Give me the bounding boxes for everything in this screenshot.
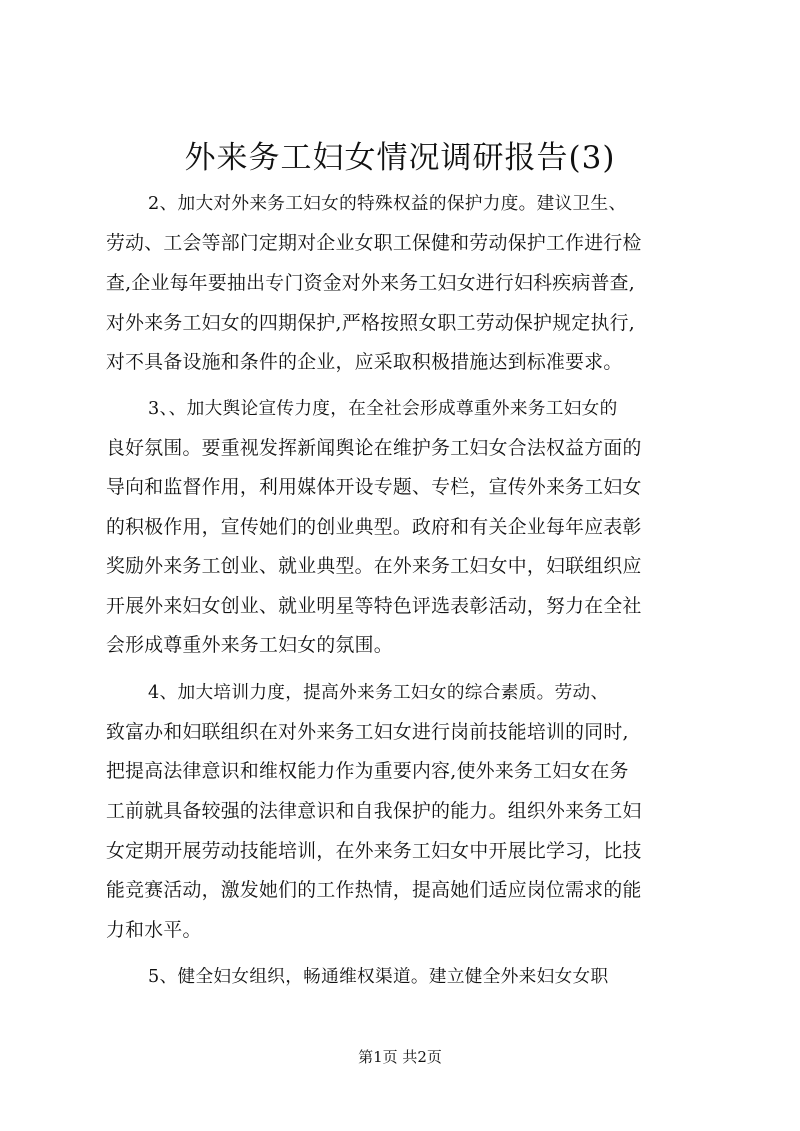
body-line: 力和水平。 <box>106 920 202 941</box>
body-line: 会形成尊重外来务工妇女的氛围。 <box>106 635 393 656</box>
body-line: 4、加大培训力度，提高外来务工妇女的综合素质。劳动、 <box>148 683 609 703</box>
body-line: 对外来务工妇女的四期保护,严格按照女职工劳动保护规定执行, <box>106 313 636 334</box>
body-line: 良好氛围。要重视发挥新闻舆论在维护务工妇女合法权益方面的 <box>106 438 642 459</box>
body-line: 工前就具备较强的法律意识和自我保护的能力。组织外来务工妇 <box>106 801 642 822</box>
body-line: 劳动、工会等部门定期对企业女职工保健和劳动保护工作进行检 <box>106 233 642 254</box>
page-footer: 第1页 共2页 <box>358 1048 442 1066</box>
body-line: 把提高法律意识和维权能力作为重要内容,使外来务工妇女在务 <box>106 761 629 782</box>
body-line: 女定期开展劳动技能培训，在外来务工妇女中开展比学习，比技 <box>106 841 642 862</box>
document-title: 外来务工妇女情况调研报告(3) <box>184 140 616 176</box>
body-line: 3、、加大舆论宣传力度，在全社会形成尊重外来务工妇女的 <box>148 399 618 419</box>
body-line: 开展外来妇女创业、就业明星等特色评选表彰活动，努力在全社 <box>106 596 642 617</box>
body-line: 5、健全妇女组织，畅通维权渠道。建立健全外来妇女女职 <box>148 967 609 987</box>
body-line: 奖励外来务工创业、就业典型。在外来务工妇女中，妇联组织应 <box>106 556 642 577</box>
body-line: 查,企业每年要抽出专门资金对外来务工妇女进行妇科疾病普查, <box>106 273 636 294</box>
body-line: 2、加大对外来务工妇女的特殊权益的保护力度。建议卫生、 <box>148 194 627 214</box>
body-line: 能竞赛活动，激发她们的工作热情，提高她们适应岗位需求的能 <box>106 880 642 901</box>
body-line: 导向和监督作用，利用媒体开设专题、专栏，宣传外来务工妇女 <box>106 477 642 498</box>
body-line: 的积极作用，宣传她们的创业典型。政府和有关企业每年应表彰 <box>106 517 642 538</box>
body-line: 对不具备设施和条件的企业，应采取积极措施达到标准要求。 <box>106 352 623 373</box>
body-line: 致富办和妇联组织在对外来务工妇女进行岗前技能培训的同时, <box>106 722 629 743</box>
